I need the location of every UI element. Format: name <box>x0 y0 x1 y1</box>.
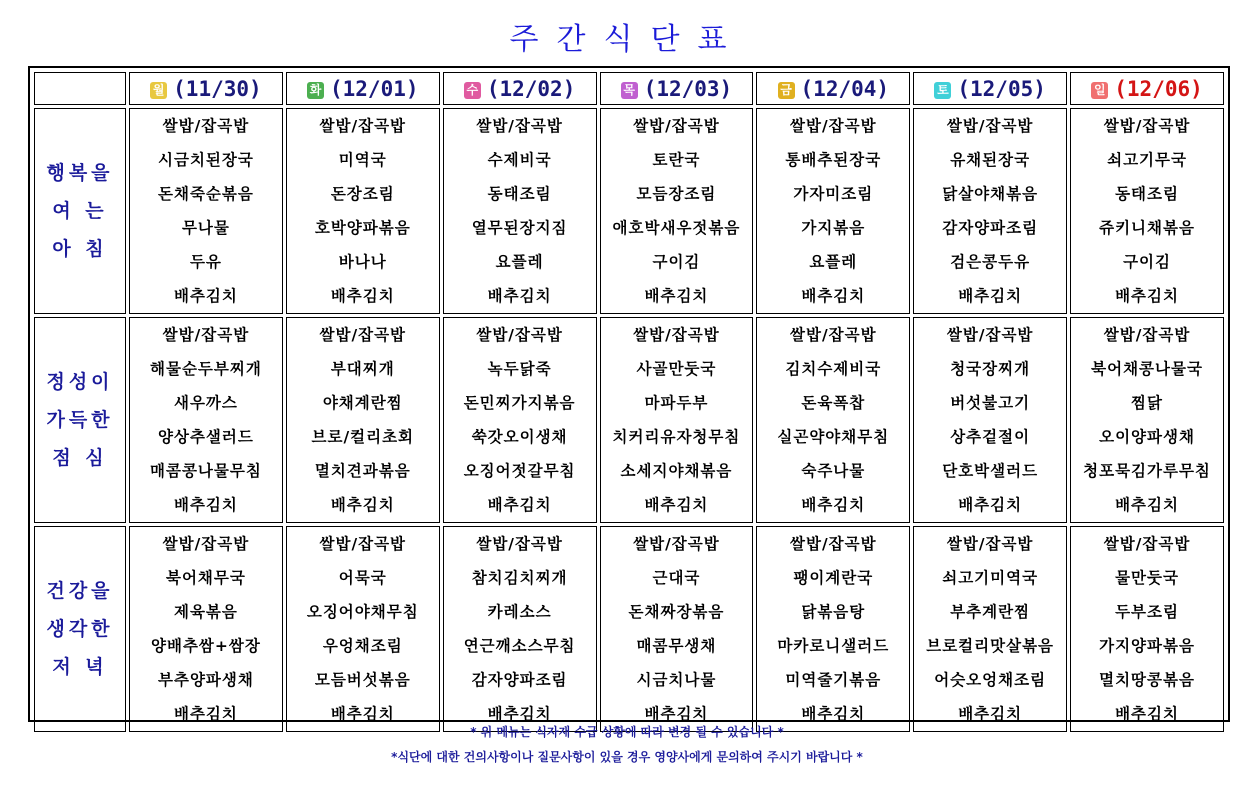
menu-item: 쌀밥/잡곡밥 <box>476 117 563 135</box>
menu-item: 브로/컬리초회 <box>311 428 415 446</box>
meal-label-lunch <box>34 317 126 523</box>
menu-item: 쌀밥/잡곡밥 <box>476 326 563 344</box>
menu-item: 쌀밥/잡곡밥 <box>633 535 720 553</box>
menu-item: 배추김치 <box>173 705 238 723</box>
menu-item: 쇠고기무국 <box>1107 151 1187 169</box>
meal-label-dinner <box>34 526 126 732</box>
menu-item: 소세지야채볶음 <box>620 462 733 480</box>
menu-item: 쌀밥/잡곡밥 <box>633 326 720 344</box>
menu-item: 어묵국 <box>338 569 387 587</box>
menu-item: 연근깨소스무침 <box>463 637 576 655</box>
menu-item: 양상추샐러드 <box>158 428 254 446</box>
menu-item: 시금치된장국 <box>158 151 254 169</box>
menu-cell <box>443 526 597 732</box>
menu-item: 돈채죽순볶음 <box>158 185 254 203</box>
menu-item: 배추김치 <box>958 496 1023 514</box>
day-badge-icon: 월 <box>150 82 167 99</box>
menu-item: 멸치견과볶음 <box>314 462 411 480</box>
header-row <box>34 72 1224 105</box>
meal-label-line: 가득한 <box>46 409 114 431</box>
menu-item: 청국장찌개 <box>950 360 1031 378</box>
day-date: (11/30) <box>173 76 262 101</box>
menu-cell <box>913 317 1067 523</box>
menu-item: 쌀밥/잡곡밥 <box>633 117 720 135</box>
menu-cell <box>913 108 1067 314</box>
menu-item: 부추양파생채 <box>158 671 254 689</box>
day-header-thu <box>600 72 754 105</box>
menu-item: 쌀밥/잡곡밥 <box>319 326 407 344</box>
menu-item: 감자양파조림 <box>942 219 1039 237</box>
menu-item: 감자양파조림 <box>471 671 568 689</box>
menu-item: 바나나 <box>338 253 387 271</box>
menu-item: 쌀밥/잡곡밥 <box>162 117 250 135</box>
menu-item: 요플레 <box>495 253 544 271</box>
menu-item: 쌀밥/잡곡밥 <box>946 326 1034 344</box>
menu-item: 닭볶음탕 <box>801 603 866 621</box>
menu-item: 배추김치 <box>1115 496 1179 514</box>
menu-item: 매콤무생채 <box>636 637 717 655</box>
menu-item: 배추김치 <box>173 496 238 514</box>
menu-item: 새우까스 <box>173 394 238 412</box>
menu-item: 부대찌개 <box>330 360 395 378</box>
note-inquiry: *식단에 대한 건의사항이나 질문사항이 있을 경우 영양사에게 문의하여 주시기 바랍니다 * <box>391 750 863 764</box>
menu-item: 검은콩두유 <box>950 253 1031 271</box>
menu-item: 수제비국 <box>487 151 552 169</box>
menu-item: 쑥갓오이생채 <box>471 428 568 446</box>
menu-item: 열무된장지짐 <box>471 219 568 237</box>
menu-item: 배추김치 <box>330 705 395 723</box>
day-header-mon <box>129 72 283 105</box>
day-header-sat <box>913 72 1067 105</box>
menu-item: 배추김치 <box>487 287 552 305</box>
menu-item: 부추계란찜 <box>950 603 1031 621</box>
menu-cell <box>443 317 597 523</box>
menu-item: 북어채무국 <box>165 569 246 587</box>
menu-item: 쌀밥/잡곡밥 <box>790 535 877 553</box>
menu-item: 마카로니샐러드 <box>777 637 890 655</box>
menu-item: 카레소스 <box>487 603 552 621</box>
menu-item: 숙주나물 <box>801 462 866 480</box>
menu-item: 두유 <box>189 253 222 271</box>
menu-item: 애호박새우젓볶음 <box>612 219 741 237</box>
menu-cell <box>756 317 910 523</box>
day-date: (12/04) <box>800 76 890 101</box>
day-date: (12/06) <box>1114 76 1203 101</box>
meal-label-line: 건강을 <box>46 580 114 602</box>
menu-item: 쌀밥/잡곡밥 <box>946 117 1034 135</box>
meal-label-line: 행복을 <box>46 162 114 184</box>
menu-item: 모듬버섯볶음 <box>314 671 411 689</box>
menu-item: 쇠고기미역국 <box>942 569 1039 587</box>
menu-item: 쌀밥/잡곡밥 <box>790 117 877 135</box>
menu-cell <box>286 317 440 523</box>
menu-item: 단호박샐러드 <box>942 462 1039 480</box>
day-header-tue <box>286 72 440 105</box>
menu-cell <box>1070 317 1224 523</box>
menu-item: 배추김치 <box>330 496 395 514</box>
menu-item: 오이양파생채 <box>1099 428 1195 446</box>
menu-item: 쌀밥/잡곡밥 <box>946 535 1034 553</box>
meal-row-lunch <box>34 317 1224 523</box>
menu-cell <box>129 317 283 523</box>
meal-row-dinner <box>34 526 1224 732</box>
menu-item: 돈장조림 <box>330 185 395 203</box>
menu-cell <box>443 108 597 314</box>
day-header-wed <box>443 72 597 105</box>
menu-item: 상추겉절이 <box>950 428 1031 446</box>
menu-item: 쥬키니채볶음 <box>1099 219 1195 237</box>
meal-label-line: 점 심 <box>52 447 108 469</box>
menu-item: 구이김 <box>1123 253 1171 271</box>
menu-item: 마파두부 <box>644 394 709 412</box>
page-title: 주간식단표 <box>509 22 745 57</box>
day-header-fri <box>756 72 910 105</box>
menu-item: 팽이계란국 <box>793 569 874 587</box>
meal-label-line: 아 침 <box>52 238 108 260</box>
day-badge-icon: 수 <box>464 82 481 99</box>
menu-item: 오징어젓갈무침 <box>463 462 576 480</box>
menu-item: 쌀밥/잡곡밥 <box>1103 326 1191 344</box>
note-menu-change: * 위 메뉴는 식자재 수급 상황에 따라 변경 될 수 있습니다 * <box>470 725 784 739</box>
menu-item: 쌀밥/잡곡밥 <box>319 117 407 135</box>
menu-cell <box>600 317 754 523</box>
menu-item: 시금치나물 <box>636 671 717 689</box>
menu-item: 배추김치 <box>644 287 709 305</box>
menu-item: 쌀밥/잡곡밥 <box>476 535 563 553</box>
menu-cell <box>1070 526 1224 732</box>
menu-cell <box>756 108 910 314</box>
menu-item: 요플레 <box>809 253 858 271</box>
menu-item: 해물순두부찌개 <box>150 360 262 378</box>
menu-item: 쌀밥/잡곡밥 <box>162 535 250 553</box>
meal-row-breakfast <box>34 108 1224 314</box>
menu-table <box>31 69 1227 735</box>
menu-item: 돈민찌가지볶음 <box>463 394 576 412</box>
menu-item: 동태조림 <box>1115 185 1179 203</box>
menu-item: 제육볶음 <box>173 603 238 621</box>
day-badge-icon: 목 <box>621 82 638 99</box>
menu-item: 녹두닭죽 <box>487 360 552 378</box>
day-header-sun <box>1070 72 1224 105</box>
day-badge-icon: 일 <box>1091 82 1108 99</box>
day-badge-icon: 금 <box>778 82 795 99</box>
menu-item: 어슷오엉채조림 <box>934 671 1047 689</box>
menu-item: 가지양파볶음 <box>1099 637 1195 655</box>
menu-item: 사골만둣국 <box>636 360 717 378</box>
menu-item: 참치김치찌개 <box>471 569 568 587</box>
menu-item: 돈채짜장볶음 <box>628 603 725 621</box>
menu-item: 배추김치 <box>801 287 866 305</box>
menu-item: 구이김 <box>652 253 701 271</box>
menu-item: 근대국 <box>652 569 701 587</box>
menu-item: 가자미조림 <box>793 185 874 203</box>
menu-item: 배추김치 <box>173 287 238 305</box>
menu-item: 브로컬리맛살볶음 <box>926 637 1055 655</box>
menu-item: 쌀밥/잡곡밥 <box>1103 535 1191 553</box>
day-badge-icon: 화 <box>307 82 324 99</box>
menu-item: 야채계란찜 <box>322 394 403 412</box>
menu-item: 배추김치 <box>487 496 552 514</box>
menu-item: 미역국 <box>338 151 387 169</box>
menu-item: 통배추된장국 <box>785 151 882 169</box>
menu-item: 배추김치 <box>330 287 395 305</box>
day-date: (12/05) <box>957 76 1046 101</box>
menu-item: 배추김치 <box>801 705 866 723</box>
menu-item: 유채된장국 <box>950 151 1031 169</box>
menu-item: 쌀밥/잡곡밥 <box>1103 117 1191 135</box>
meal-label-line: 저 녁 <box>52 656 108 678</box>
menu-item: 동태조림 <box>487 185 552 203</box>
menu-item: 쌀밥/잡곡밥 <box>790 326 877 344</box>
menu-item: 배추김치 <box>644 705 709 723</box>
day-badge-icon: 토 <box>934 82 951 99</box>
menu-cell <box>286 108 440 314</box>
day-date: (12/03) <box>643 76 733 101</box>
menu-item: 토란국 <box>652 151 701 169</box>
menu-item: 우엉채조림 <box>322 637 403 655</box>
menu-cell <box>913 526 1067 732</box>
menu-item: 배추김치 <box>644 496 709 514</box>
menu-item: 쌀밥/잡곡밥 <box>162 326 250 344</box>
menu-item: 북어채콩나물국 <box>1091 360 1203 378</box>
menu-item: 양배추쌈+쌈장 <box>151 637 261 655</box>
menu-item: 멸치땅콩볶음 <box>1099 671 1195 689</box>
menu-cell <box>600 526 754 732</box>
menu-item: 치커리유자청무침 <box>612 428 741 446</box>
meal-label-line: 생각한 <box>46 618 114 640</box>
menu-item: 배추김치 <box>487 705 552 723</box>
day-date: (12/01) <box>330 76 419 101</box>
menu-item: 호박양파볶음 <box>314 219 411 237</box>
menu-cell <box>1070 108 1224 314</box>
menu-cell <box>286 526 440 732</box>
menu-item: 김치수제비국 <box>785 360 882 378</box>
menu-cell <box>129 108 283 314</box>
menu-item: 버섯불고기 <box>950 394 1031 412</box>
menu-item: 청포묵김가루무침 <box>1083 462 1211 480</box>
menu-cell <box>756 526 910 732</box>
day-date: (12/02) <box>486 76 576 101</box>
menu-item: 매콤콩나물무침 <box>150 462 262 480</box>
menu-item: 쌀밥/잡곡밥 <box>319 535 407 553</box>
meal-label-line: 정성이 <box>46 371 114 393</box>
menu-item: 찜닭 <box>1131 394 1163 412</box>
meal-label-breakfast <box>34 108 126 314</box>
meal-label-line: 여 는 <box>52 200 108 222</box>
menu-item: 미역줄기볶음 <box>785 671 882 689</box>
menu-item: 물만둣국 <box>1115 569 1179 587</box>
menu-item: 돈육폭찹 <box>801 394 866 412</box>
menu-item: 오징어야채무침 <box>306 603 419 621</box>
menu-item: 배추김치 <box>1115 705 1179 723</box>
menu-item: 무나물 <box>181 219 230 237</box>
menu-cell <box>600 108 754 314</box>
menu-item: 배추김치 <box>1115 287 1179 305</box>
menu-item: 배추김치 <box>958 705 1023 723</box>
menu-cell <box>129 526 283 732</box>
menu-item: 배추김치 <box>801 496 866 514</box>
menu-item: 닭살야채볶음 <box>942 185 1039 203</box>
menu-item: 실곤약야채무침 <box>777 428 890 446</box>
corner-cell <box>34 72 126 105</box>
menu-item: 배추김치 <box>958 287 1023 305</box>
menu-item: 모듬장조림 <box>636 185 717 203</box>
menu-item: 두부조림 <box>1115 603 1179 621</box>
menu-item: 가지볶음 <box>801 219 866 237</box>
